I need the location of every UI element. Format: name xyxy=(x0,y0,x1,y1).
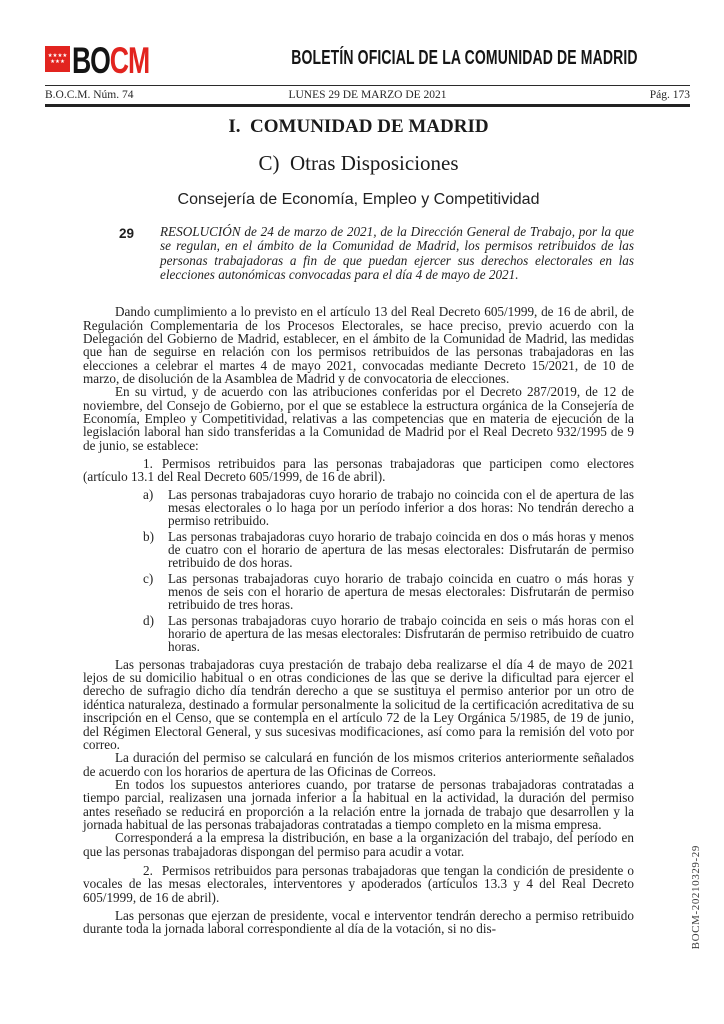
numbered-item-label: 2. xyxy=(143,862,153,878)
gazette-title-wrap xyxy=(217,47,638,69)
body-paragraph: Las personas que ejerzan de presidente, vocal e interventor tendrán derecho a permiso retribuido durante toda la jornada laboral correspondiente al día de la votación, si no dis- xyxy=(83,907,634,937)
page-header xyxy=(45,40,690,81)
document-code-vertical: BOCM-20210329-29 xyxy=(690,845,702,950)
list-item-label: a) xyxy=(143,486,154,502)
madrid-flag-icon xyxy=(45,46,70,72)
body-paragraph: Dando cumplimiento a lo previsto en el artículo 13 del Real Decreto 605/1999, de 16 de abril, de Regulación Complementaria de los Procesos Electorales, se hace preciso, previo acuerdo con la Delegación del Gobierno de Madrid, establecer, en el ámbito de la Comunidad de Madrid, las medidas que han de seguirse en relación con los permisos retribuidos de las personas trabajadoras en las elecciones a celebrar el martes 4 de mayo 2021, convocadas mediante Decreto 15/2021, de 10 de marzo, de disolución de la Asamblea de Madrid y de convocatoria de elecciones. xyxy=(83,304,634,386)
list-item-a xyxy=(83,488,634,528)
stars-row-bottom: ★★★ xyxy=(50,58,65,65)
body-paragraph: En su virtud, y de acuerdo con las atribuciones conferidas por el Decreto 287/2019, de 12 de noviembre, del Consejo de Gobierno, por el que se establece la estructura orgánica de la Consejería de Economía, Empleo y Competitividad, relativas a las competencias que en materia de ejecución de la legislación laboral han sido transferidas a la Comunidad de Madrid por el Real Decreto 932/1995 de 9 de junio, se establece: xyxy=(83,384,634,453)
body-paragraph: En todos los supuestos anteriores cuando, por tratarse de personas trabajadoras contratadas a tiempo parcial, realizasen una jornada inferior a la habitual en la actividad, la duración del permiso antes reseñado se reducirá en proporción a la relación entre la jornada de trabajo que desarrollen y la jornada habitual de las personas trabajadoras contratadas a tiempo completo en la misma empresa. xyxy=(83,776,634,832)
list-item-d xyxy=(83,614,634,654)
resolution-entry xyxy=(83,225,634,282)
list-item-text: Las personas trabajadoras cuyo horario de trabajo coincida en dos o más horas y menos de cuatro con el horario de apertura de las mesas electorales: Disfrutarán de permiso retribuido de dos horas. xyxy=(168,528,634,571)
gazette-title: BOLETÍN OFICIAL DE LA COMUNIDAD DE MADRID xyxy=(291,47,638,69)
list-item-label: b) xyxy=(143,528,154,544)
section-heading: I. COMUNIDAD DE MADRID xyxy=(228,116,489,137)
masthead-rule-bottom xyxy=(45,104,690,107)
masthead-row xyxy=(45,88,690,102)
department-heading: Consejería de Economía, Empleo y Competitividad xyxy=(177,191,540,208)
list-item-text: Las personas trabajadoras cuyo horario de trabajo coincida en seis o más horas con el horario de apertura de las mesas electorales: Disfrutarán de permiso retribuido de cuatro horas. xyxy=(168,612,634,655)
issue-date: LUNES 29 DE MARZO DE 2021 xyxy=(288,89,447,101)
body-paragraph: Corresponderá a la empresa la distribución, en base a la organización del trabajo, del período en que las personas trabajadoras dispongan del permiso para acudir a votar. xyxy=(83,830,634,859)
numbered-item-2 xyxy=(83,864,634,904)
issue-number: B.O.C.M. Núm. 74 xyxy=(45,89,134,101)
bocm-logotype xyxy=(72,40,150,81)
list-item-text: Las personas trabajadoras cuyo horario de trabajo coincida en cuatro o más horas y menos de seis con el horario de apertura de mesas electorales: Disfrutarán de permiso retribuido de tres horas. xyxy=(168,570,634,613)
lettered-list xyxy=(83,488,634,654)
bocm-logo xyxy=(45,40,179,81)
list-item-label: d) xyxy=(143,612,154,628)
page-number: Pág. 173 xyxy=(649,89,690,101)
list-item-text: Las personas trabajadoras cuyo horario de trabajo no coincida con el de apertura de las mesas electorales o lo haga por un período inferior a dos horas: No tendrán derecho a permiso retribuido. xyxy=(168,486,634,529)
masthead-rule-top xyxy=(45,85,690,86)
body-paragraph: Las personas trabajadoras cuya prestación de trabajo deba realizarse el día 4 de mayo de 2021 lejos de su domicilio habitual o en otras condiciones de las que se derive la dificultad para ejercer el derecho de sufragio dicho día tendrán derecho a que se sustituya el permiso anterior por un otro de idéntica naturaleza, destinado a formular personalmente la solicitud de la certificación acreditativa de su inscripción en el Censo, que se contempla en el artículo 72 de la Ley Orgánica 5/1985, de 19 de junio, del Régimen Electoral General, y sus sucesivas modificaciones, así como para la remisión del voto por correo. xyxy=(83,656,634,752)
list-item-b xyxy=(83,530,634,570)
resolution-abstract: RESOLUCIÓN de 24 de marzo de 2021, de la Dirección General de Trabajo, por la que se regulan, en el ámbito de la Comunidad de Madrid, los permisos retribuidos de las personas trabajadoras a fin de que puedan ejercer sus derechos electorales en las elecciones autonómicas convocadas para el día 4 de mayo de 2021. xyxy=(160,224,634,282)
numbered-item-1 xyxy=(83,457,634,484)
logo-suffix: CM xyxy=(109,40,150,81)
list-item-label: c) xyxy=(143,570,154,586)
numbered-item-text: Permisos retribuidos para personas trabajadoras que tengan la condición de presidente o vocales de las mesas electorales, interventores y apoderados (artículos 13.3 y 4 del Real Decreto 605/1999, de 16 de abril). xyxy=(83,862,634,905)
body-paragraph: La duración del permiso se calculará en función de los mismos criterios anteriormente señalados de acuerdo con los horarios de apertura de las Oficinas de Correos. xyxy=(83,750,634,779)
stars-row-top: ★★★★ xyxy=(47,52,68,59)
numbered-item-label: 1. xyxy=(143,455,153,471)
logo-prefix: BO xyxy=(72,40,110,81)
subsection-heading: C) Otras Disposiciones xyxy=(258,151,459,175)
resolution-number: 29 xyxy=(119,226,135,241)
list-item-c xyxy=(83,572,634,612)
numbered-item-text: Permisos retribuidos para las personas trabajadoras que participen como electores (artículo 13.1 del Real Decreto 605/1999, de 16 de abril). xyxy=(83,455,634,485)
content-column xyxy=(83,116,634,936)
